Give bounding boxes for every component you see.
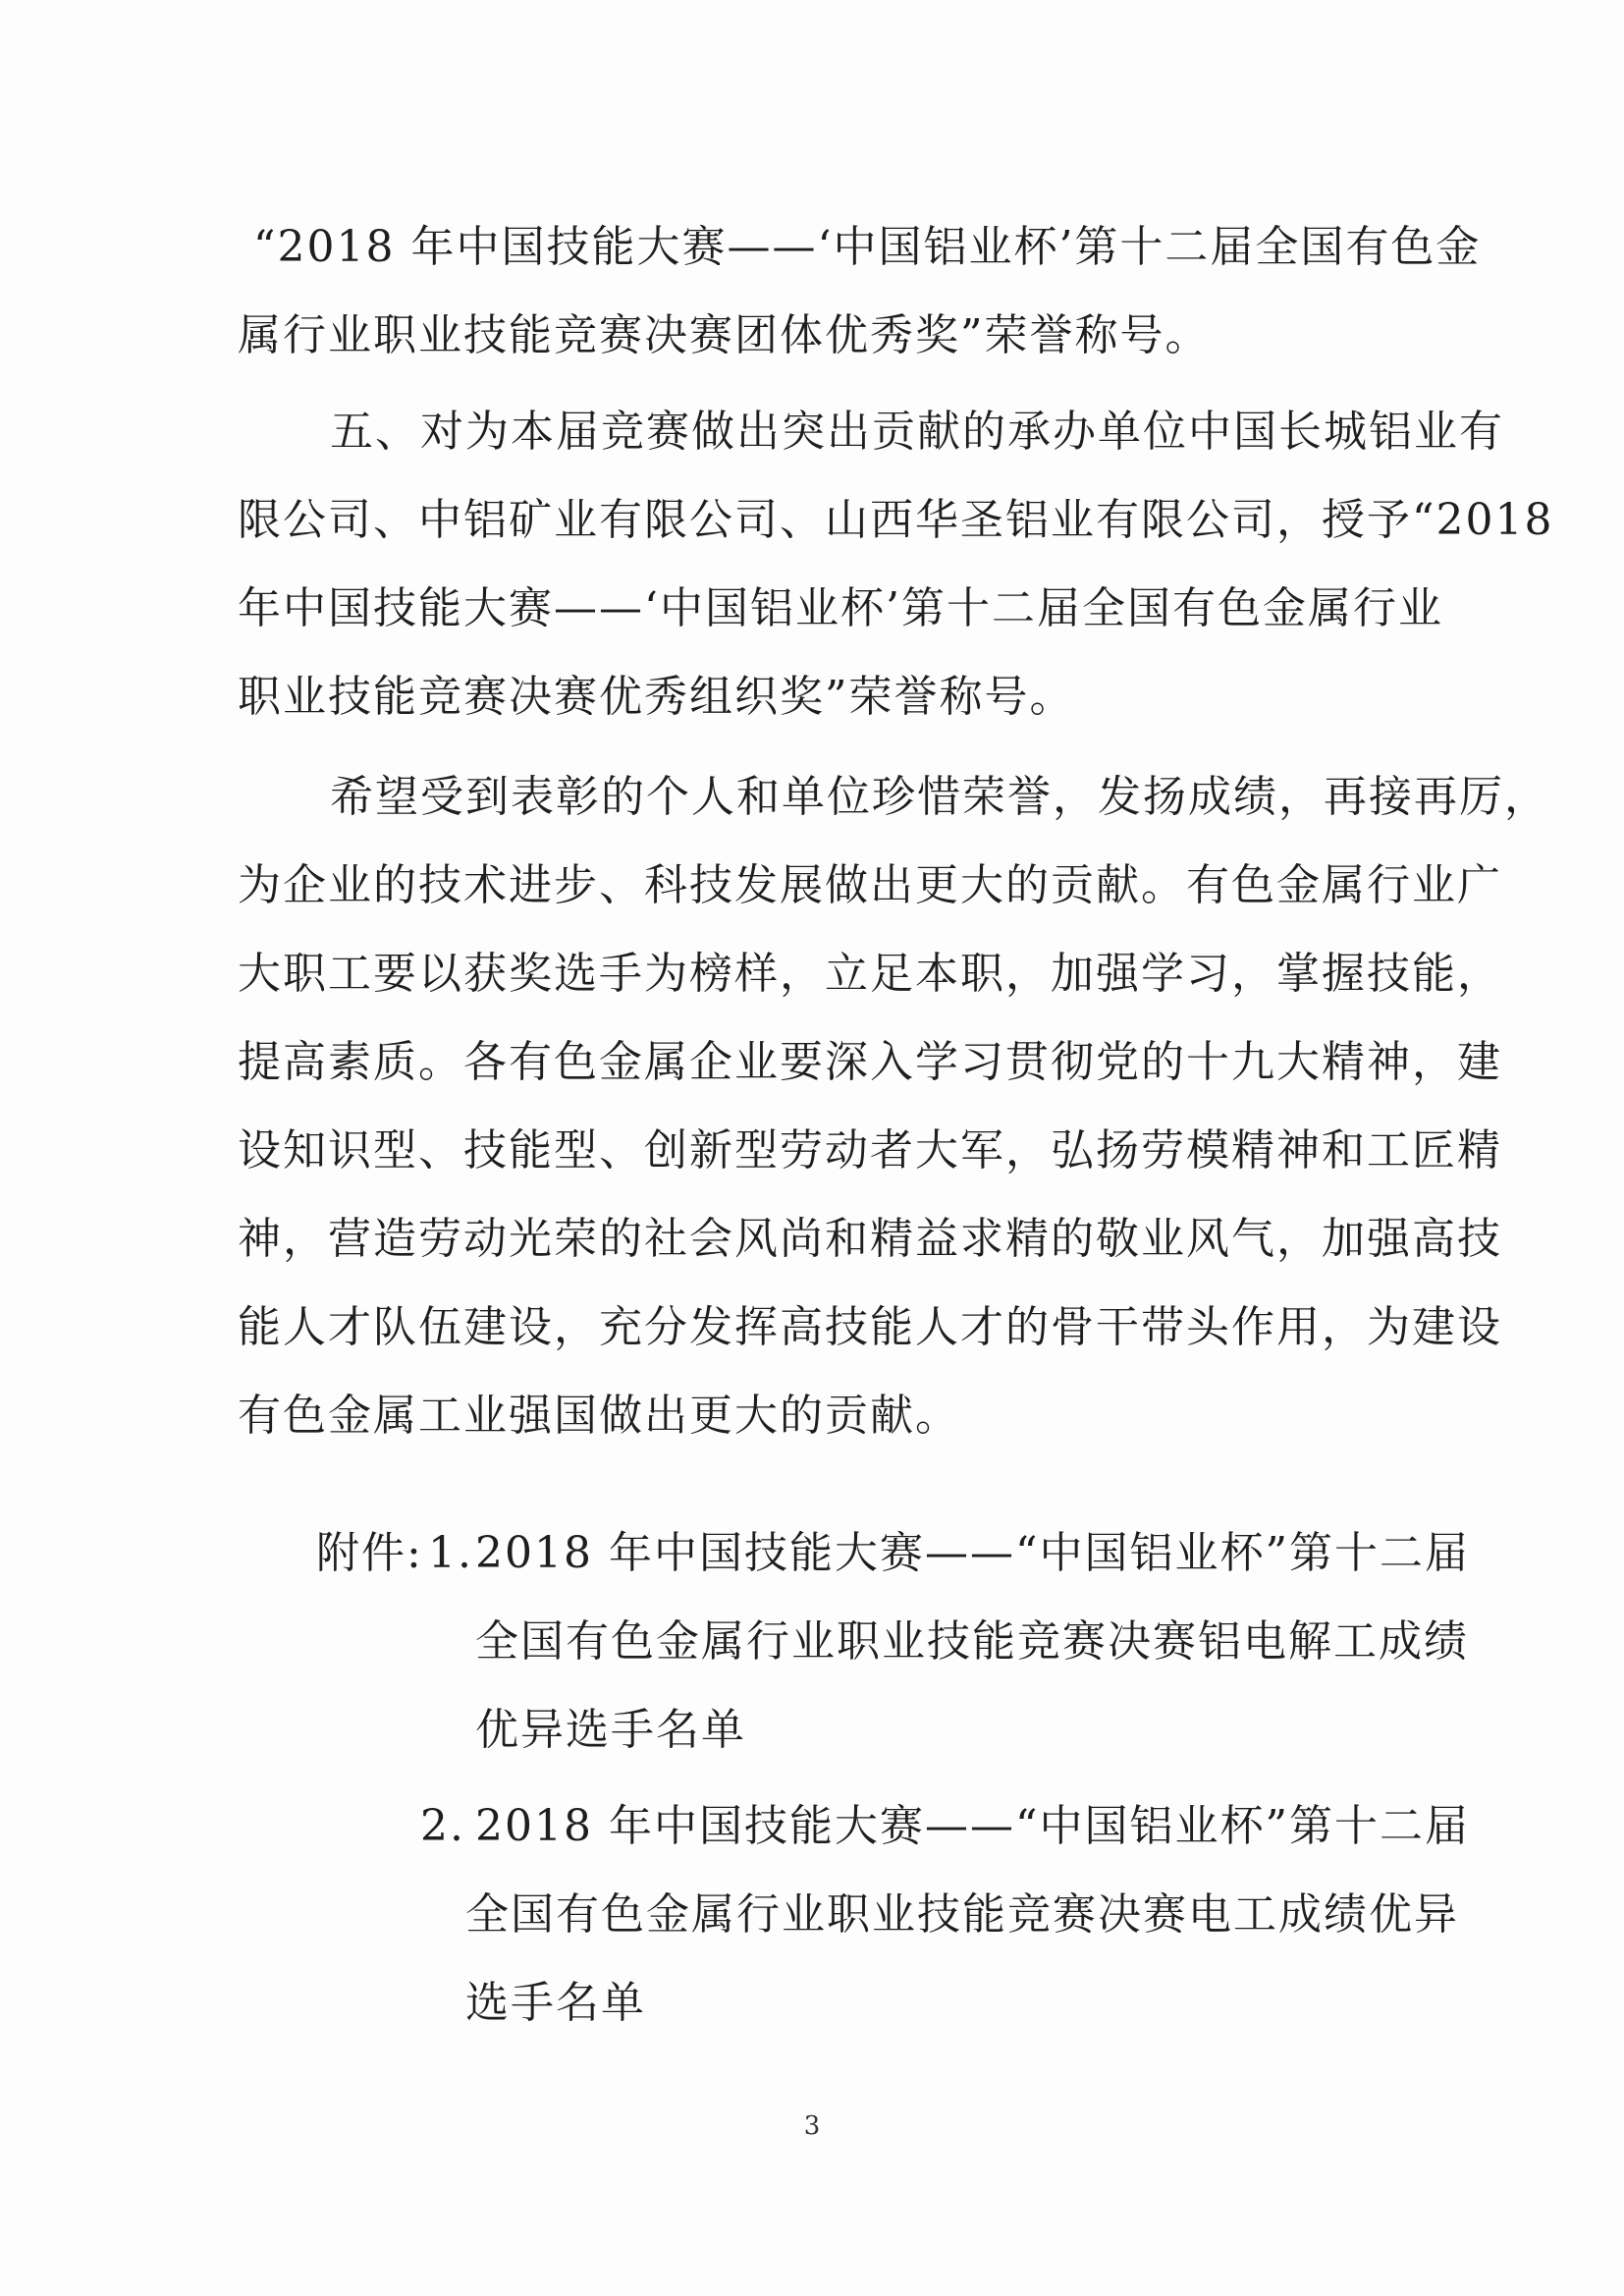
paragraph-2-line-4: 职业技能竞赛决赛优秀组织奖”荣誉称号。 bbox=[238, 672, 1075, 722]
attachment-1-line-3: 优异选手名单 bbox=[475, 1705, 746, 1755]
paragraph-2-line-2: 限公司、中铝矿业有限公司、山西华圣铝业有限公司，授予“2018 bbox=[238, 495, 1554, 545]
paragraph-3-line-3: 大职工要以获奖选手为榜样，立足本职，加强学习，掌握技能， bbox=[238, 949, 1502, 999]
paragraph-3-line-5: 设知识型、技能型、创新型劳动者大军，弘扬劳模精神和工匠精 bbox=[238, 1125, 1502, 1175]
attachment-1-line-1: 2018 年中国技能大赛——“中国铝业杯”第十二届 bbox=[475, 1528, 1470, 1578]
attachment-1-number: 1. bbox=[428, 1528, 473, 1578]
paragraph-3-line-8: 有色金属工业强国做出更大的贡献。 bbox=[238, 1391, 960, 1441]
paragraph-3-line-7: 能人才队伍建设，充分发挥高技能人才的骨干带头作用，为建设 bbox=[238, 1302, 1502, 1352]
paragraph-2-line-1: 五、对为本届竞赛做出突出贡献的承办单位中国长城铝业有 bbox=[330, 407, 1504, 457]
paragraph-3-line-6: 神，营造劳动光荣的社会风尚和精益求精的敬业风气，加强高技 bbox=[238, 1214, 1502, 1264]
attachment-1-line-2: 全国有色金属行业职业技能竞赛决赛铝电解工成绩 bbox=[475, 1616, 1469, 1667]
paragraph-1-line-1: “2018 年中国技能大赛——‘中国铝业杯’第十二届全国有色金 bbox=[253, 222, 1482, 272]
page-number: 3 bbox=[803, 2111, 821, 2141]
paragraph-3-line-1: 希望受到表彰的个人和单位珍惜荣誉，发扬成绩，再接再厉， bbox=[330, 772, 1549, 822]
paragraph-3-line-2: 为企业的技术进步、科技发展做出更大的贡献。有色金属行业广 bbox=[238, 860, 1502, 910]
paragraph-2-line-3: 年中国技能大赛——‘中国铝业杯’第十二届全国有色金属行业 bbox=[238, 583, 1443, 633]
attachment-2-number: 2. bbox=[420, 1801, 465, 1851]
attachments-label: 附件: bbox=[316, 1528, 423, 1578]
paragraph-3-line-4: 提高素质。各有色金属企业要深入学习贯彻党的十九大精神，建 bbox=[238, 1037, 1502, 1087]
paragraph-1-line-2: 属行业职业技能竞赛决赛团体优秀奖”荣誉称号。 bbox=[238, 310, 1211, 360]
attachment-2-line-1: 2018 年中国技能大赛——“中国铝业杯”第十二届 bbox=[475, 1801, 1470, 1851]
attachment-2-line-2: 全国有色金属行业职业技能竞赛决赛电工成绩优异 bbox=[465, 1889, 1459, 1940]
attachment-2-line-3: 选手名单 bbox=[465, 1978, 646, 2028]
